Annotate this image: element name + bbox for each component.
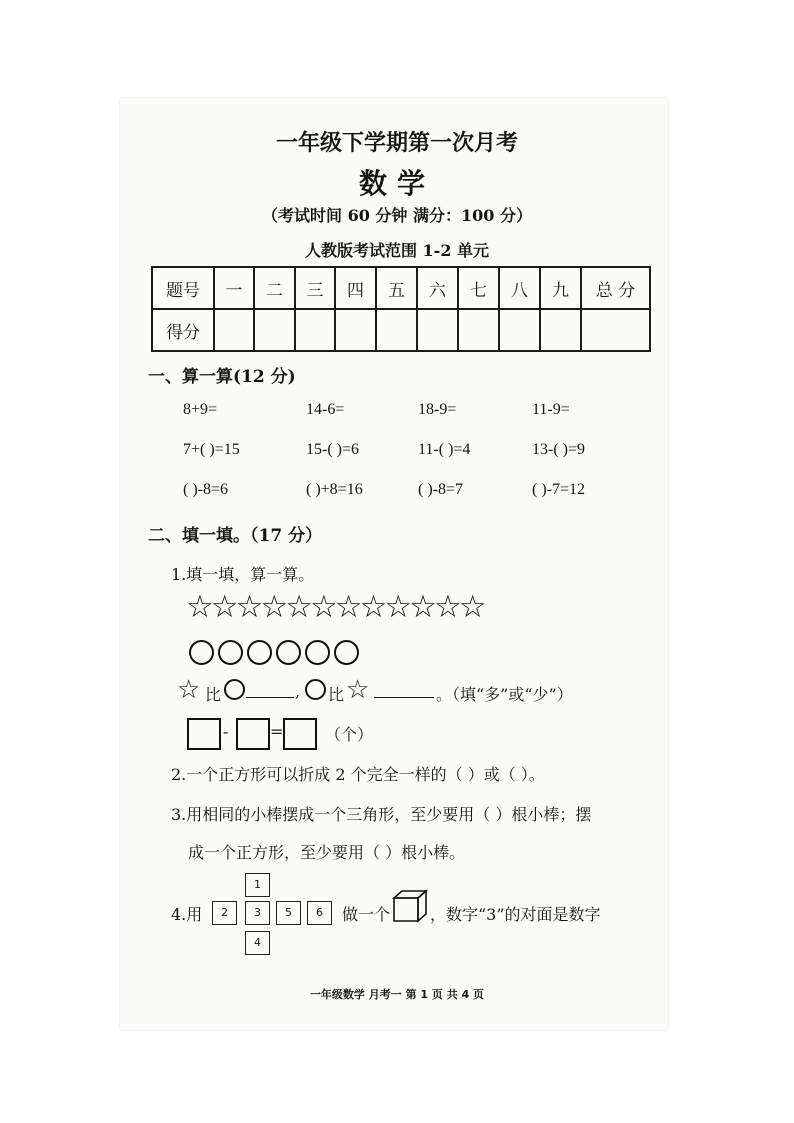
score-cell[interactable]: [214, 309, 254, 351]
calc-problem[interactable]: 15-( )=6: [306, 441, 360, 458]
score-header-cell: 三: [295, 267, 335, 309]
answer-box[interactable]: [187, 718, 221, 750]
star-shape: ☆: [346, 675, 370, 705]
question-1-prompt: 1.填一填，算一算。: [171, 565, 315, 584]
star-shape: ☆: [210, 589, 236, 625]
exam-info: （考试时间 60 分钟 满分：100 分）: [262, 206, 532, 225]
calc-problem[interactable]: 13-( )=9: [532, 441, 586, 458]
score-table-header-row: [152, 267, 650, 309]
score-header-cell: 八: [499, 267, 540, 309]
score-cell[interactable]: [335, 309, 376, 351]
score-row-label: 得分: [152, 309, 214, 351]
circle-shape: [224, 679, 245, 700]
calc-problem[interactable]: 14-6=: [306, 401, 345, 418]
score-cell[interactable]: [581, 309, 650, 351]
answer-box[interactable]: [283, 718, 317, 750]
calc-problem[interactable]: ( )-8=7: [418, 481, 464, 498]
cube-net-face: 2: [212, 901, 237, 925]
score-table: [151, 266, 651, 352]
unit-label: （个）: [325, 725, 374, 744]
exam-title: 一年级下学期第一次月考: [275, 130, 518, 156]
section1-heading: 一、算一算(12 分): [148, 367, 296, 387]
star-shape: ☆: [384, 589, 410, 625]
calc-problem[interactable]: 11-( )=4: [418, 441, 471, 458]
section2-heading: 二、填一填。（17 分）: [148, 526, 323, 546]
star-shape: ☆: [309, 589, 335, 625]
equals-sign: =: [270, 722, 284, 741]
score-cell[interactable]: [458, 309, 499, 351]
score-cell[interactable]: [254, 309, 295, 351]
compare-text: 比: [328, 685, 345, 704]
score-cell[interactable]: [376, 309, 417, 351]
compare-hint: 。（填“多”或“少”）: [436, 685, 573, 704]
circle-shape: [218, 640, 243, 665]
answer-box[interactable]: [236, 718, 270, 750]
question-4-prefix: 4.用: [171, 905, 203, 924]
question-4-mid: 做一个: [342, 905, 391, 924]
star-shape: ☆: [235, 589, 261, 625]
answer-blank[interactable]: [374, 697, 434, 698]
circle-shape: [334, 640, 359, 665]
score-header-cell: 题号: [152, 267, 214, 309]
calc-problem[interactable]: 8+9=: [183, 401, 218, 418]
question-2: 2.一个正方形可以折成 2 个完全一样的（ ）或（ ）。: [171, 765, 545, 784]
score-cell[interactable]: [295, 309, 335, 351]
question-3-line2: 成一个正方形，至少要用（ ）根小棒。: [188, 843, 466, 862]
cube-net-face: 4: [245, 931, 270, 955]
star-shape: ☆: [177, 675, 201, 705]
question-3-line1: 3.用相同的小棒摆成一个三角形，至少要用（ ）根小棒；摆: [171, 805, 592, 824]
score-header-cell: 六: [417, 267, 458, 309]
cube-net-face: 1: [245, 873, 270, 897]
calc-problem[interactable]: 7+( )=15: [183, 441, 240, 458]
star-shape: ☆: [409, 589, 434, 625]
calc-problem[interactable]: ( )+8=16: [306, 481, 363, 498]
score-cell[interactable]: [499, 309, 540, 351]
cube-net-face: 3: [245, 901, 270, 925]
circle-shape: [305, 679, 326, 700]
score-header-cell: 总 分: [581, 267, 650, 309]
score-table-score-row: [152, 309, 650, 351]
score-header-cell: 九: [540, 267, 581, 309]
answer-blank[interactable]: [246, 697, 294, 698]
exam-scope: 人教版考试范围 1-2 单元: [304, 241, 490, 260]
circle-shape: [305, 640, 330, 665]
score-cell[interactable]: [417, 309, 458, 351]
star-shape: ☆: [433, 589, 459, 625]
circle-shape: [247, 640, 272, 665]
score-header-cell: 一: [214, 267, 254, 309]
question-4-suffix: ，数字“3”的对面是数字: [430, 905, 601, 924]
calc-problem[interactable]: ( )-8=6: [183, 481, 229, 498]
calc-problem[interactable]: 18-9=: [418, 401, 457, 418]
circle-shape: [189, 640, 214, 665]
score-cell[interactable]: [540, 309, 581, 351]
star-shape: ☆: [186, 589, 211, 625]
circle-shape: [276, 640, 301, 665]
compare-comma: ,: [295, 682, 301, 701]
cube-icon: [391, 888, 431, 924]
minus-sign: -: [223, 722, 229, 741]
score-header-cell: 五: [376, 267, 417, 309]
page-footer: 一年级数学 月考一 第 1 页 共 4 页: [309, 988, 485, 1001]
subject-title: 数学: [358, 167, 435, 200]
score-header-cell: 四: [335, 267, 376, 309]
cube-net-face: 5: [276, 901, 301, 925]
star-row: [186, 589, 484, 625]
star-shape: ☆: [359, 589, 385, 625]
calc-problem[interactable]: ( )-7=12: [532, 481, 586, 498]
score-header-cell: 七: [458, 267, 499, 309]
star-shape: ☆: [285, 589, 310, 625]
star-shape: ☆: [334, 589, 360, 625]
star-shape: ☆: [260, 589, 286, 625]
star-shape: ☆: [458, 589, 484, 625]
calc-problem[interactable]: 11-9=: [532, 401, 570, 418]
compare-text: 比: [205, 685, 222, 704]
score-header-cell: 二: [254, 267, 295, 309]
cube-net-face: 6: [307, 901, 332, 925]
